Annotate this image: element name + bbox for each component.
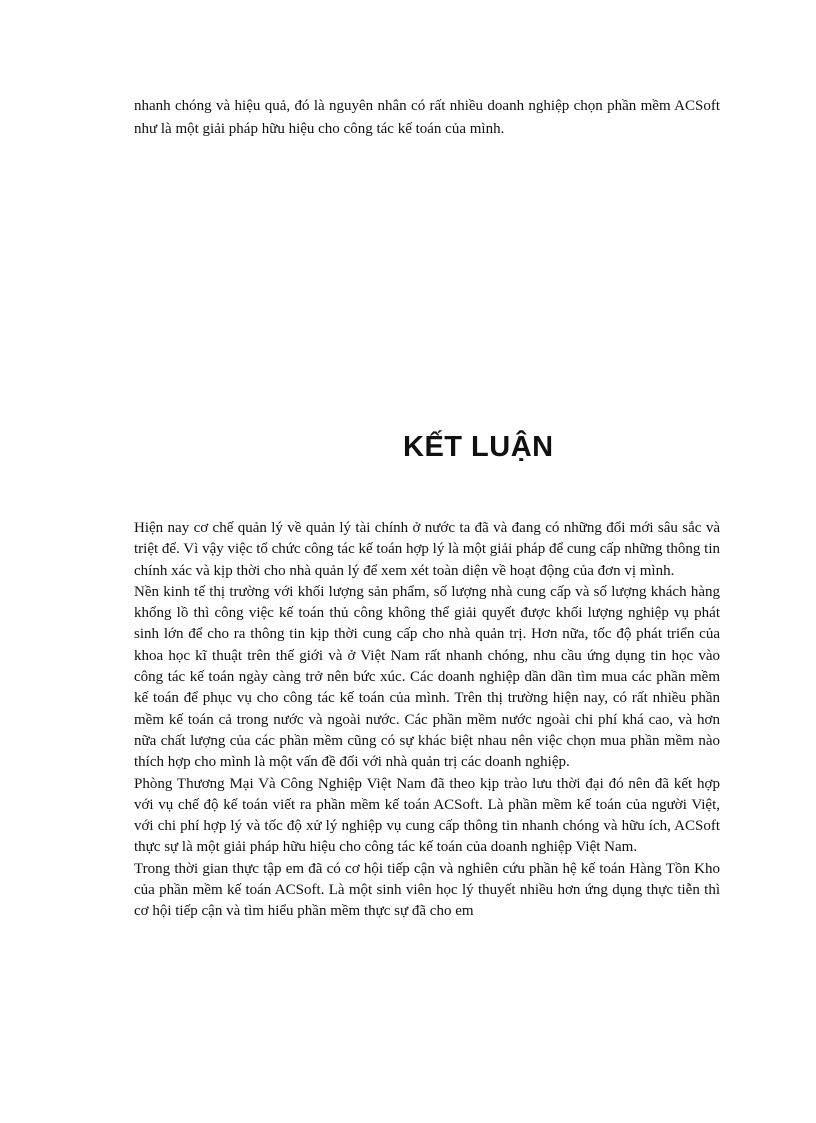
conclusion-paragraph-2: Nền kinh tế thị trường với khối lượng sản phẩm, số lượng nhà cung cấp và số lượng khách hàng khổng lồ thì công việc kế toán thủ công không thể giải quyết được khối lượng nghiệp vụ phát sinh lớn để cho ra thông tin kịp thời cung cấp cho nhà quản trị. Hơn nữa, tốc độ phát triển của khoa học kĩ thuật trên thế giới và ở Việt Nam rất nhanh chóng, nhu cầu ứng dụng tin học vào công tác kế toán ngày càng trở nên bức xúc. Các doanh nghiệp dần dần tìm mua các phần mềm kế toán để phục vụ cho công tác kế toán của mình. Trên thị trường hiện nay, có rất nhiều phần mềm kế toán cả trong nước và ngoài nước. Các phần mềm nước ngoài chi phí khá cao, và hơn nữa chất lượng của các phần mềm cũng có sự khác biệt nhau nên việc chọn mua phần mềm nào thích hợp cho mình là một vấn đề đối với nhà quản trị các doanh nghiệp.: [134, 583, 720, 771]
conclusion-paragraph-3: Phòng Thương Mại Và Công Nghiệp Việt Nam đã theo kịp trào lưu thời đại đó nên đã kết hợp với vụ chế độ kế toán viết ra phần mềm kế toán ACSoft. Là phần mềm kế toán của người Việt, với chi phí hợp lý và tốc độ xử lý nghiệp vụ cung cấp thông tin nhanh chóng và hữu ích, ACSoft thực sự là một giải pháp hữu hiệu cho công tác kế toán của doanh nghiệp Việt Nam.: [134, 775, 720, 856]
intro-paragraph: nhanh chóng và hiệu quả, đó là nguyên nhân có rất nhiều doanh nghiệp chọn phần mềm ACSoft như là một giải pháp hữu hiệu cho công tác kế toán của mình.: [134, 98, 720, 138]
conclusion-heading: KẾT LUẬN: [403, 431, 554, 463]
conclusion-paragraph-4: Trong thời gian thực tập em đã có cơ hội tiếp cận và nghiên cứu phần hệ kế toán Hàng Tồn Kho của phần mềm kế toán ACSoft. Là một sinh viên học lý thuyết nhiều hơn ứng dụng thực tiễn thì cơ hội tiếp cận và tìm hiểu phần mềm thực sự đã cho em: [134, 860, 720, 920]
conclusion-body: [134, 518, 720, 923]
conclusion-paragraph-1: Hiện nay cơ chế quản lý về quản lý tài chính ở nước ta đã và đang có những đổi mới sâu sắc và triệt để. Vì vậy việc tổ chức công tác kế toán hợp lý là một giải pháp để cung cấp những thông tin chính xác và kịp thời cho nhà quản lý để xem xét toàn diện về hoạt động của đơn vị mình.: [134, 520, 720, 579]
